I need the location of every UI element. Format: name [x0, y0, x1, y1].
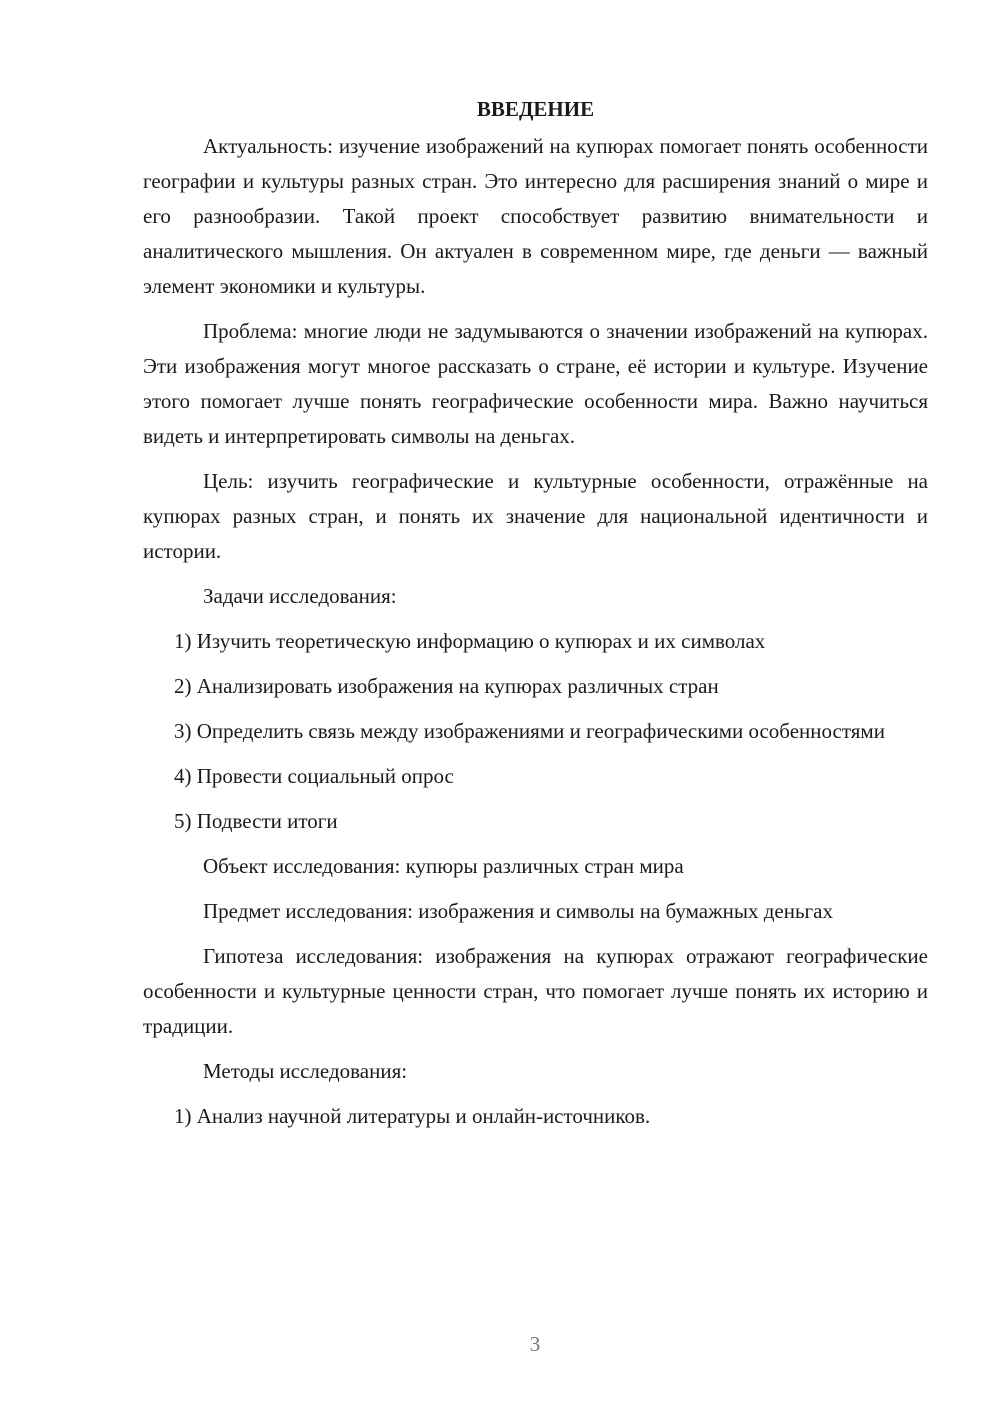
task-item-4: 4) Провести социальный опрос [174, 764, 454, 788]
object-paragraph: Объект исследования: купюры различных стран мира [203, 854, 684, 878]
methods-heading: Методы исследования: [203, 1059, 408, 1083]
task-item-3: 3) Определить связь между изображениями и географическими особенностями [174, 719, 885, 743]
hypothesis-paragraph: Гипотеза исследования: изображения на купюрах отражают географические особенности и культурные ценности стран, что помогает лучше понять их историю и традиции. [143, 944, 928, 1038]
subject-paragraph: Предмет исследования: изображения и символы на бумажных деньгах [203, 899, 833, 923]
task-item-2: 2) Анализировать изображения на купюрах различных стран [174, 674, 719, 698]
section-title: ВВЕДЕНИЕ [476, 97, 595, 121]
problem-paragraph: Проблема: многие люди не задумываются о значении изображений на купюрах. Эти изображения могут многое рассказать о стране, её истории и культуре. Изучение этого помогает лучше понять географические особенности мира. Важно научиться видеть и интерпретировать символы на деньгах. [143, 319, 928, 448]
tasks-heading: Задачи исследования: [203, 584, 397, 608]
document-page [143, 92, 928, 1144]
task-item-5: 5) Подвести итоги [174, 809, 338, 833]
task-item-1: 1) Изучить теоретическую информацию о купюрах и их символах [174, 629, 766, 653]
method-item-1: 1) Анализ научной литературы и онлайн-источников. [174, 1104, 651, 1128]
page-number: 3 [529, 1332, 541, 1356]
goal-paragraph: Цель: изучить географические и культурные особенности, отражённые на купюрах разных стран, и понять их значение для национальной идентичности и истории. [143, 469, 928, 563]
relevance-paragraph: Актуальность: изучение изображений на купюрах помогает понять особенности географии и культуры разных стран. Это интересно для расширения знаний о мире и его разнообразии. Такой проект способствует развитию внимательности и аналитического мышления. Он актуален в современном мире, где деньги — важный элемент экономики и культуры. [143, 134, 928, 298]
